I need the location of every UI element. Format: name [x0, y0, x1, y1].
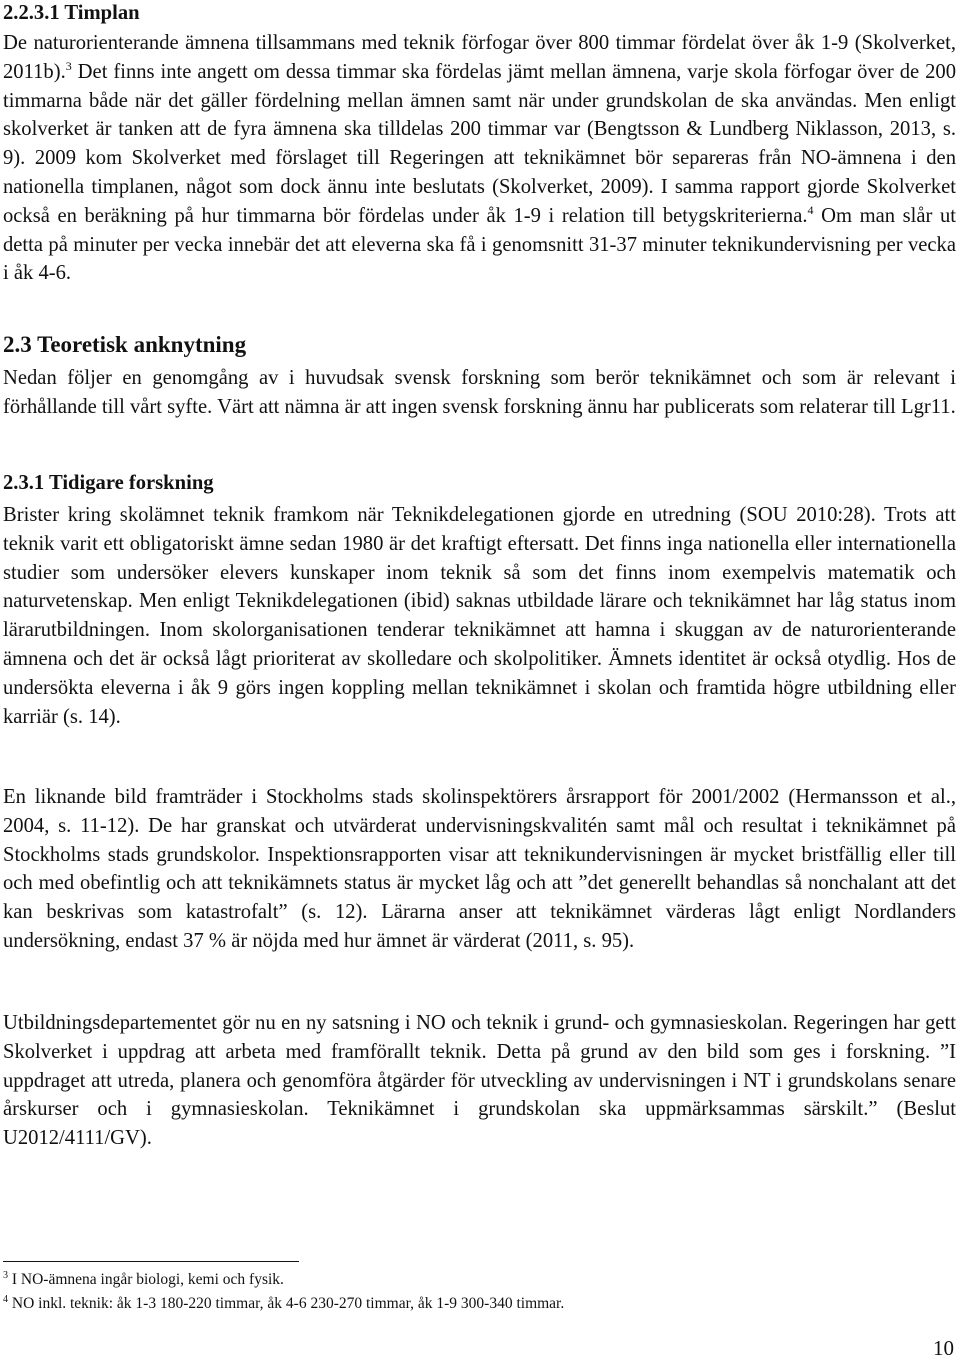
paragraph-text: Om man slår ut detta på minuter per vecka innebär det att eleverna ska få i genomsnitt 31-37 minuter teknikundervisning per vecka i åk 4-6. — [3, 204, 956, 285]
heading-timplan: 2.2.3.1 Timplan — [3, 2, 140, 24]
paragraph-tidigare-3: Utbildningsdepartementet gör nu en ny satsning i NO och teknik i grund- och gymnasieskolan. Regeringen har gett Skolverket i uppdrag att arbeta med framförallt teknik. Detta på grund av den bild som ges i forskning. ”I uppdraget att utreda, planera och genomföra åtgärder för utveckling av undervisningen i NT i grundskolans senare årskurser och i gymnasieskolan. Teknikämnet i grundskolan ska uppmärksammas särskilt.” (Beslut U2012/4111/GV). — [3, 1012, 956, 1150]
heading-tidigare-forskning: 2.3.1 Tidigare forskning — [3, 472, 214, 494]
footnote-4 — [3, 1294, 564, 1314]
footnote-ref-3: 3 — [65, 58, 72, 73]
footnote-ref-4: 4 — [807, 202, 814, 217]
page-number: 10 — [933, 1336, 954, 1360]
footnote-3 — [3, 1270, 284, 1290]
footnote-text: I NO-ämnena ingår biologi, kemi och fysik. — [8, 1271, 284, 1288]
paragraph-text: Det finns inte angett om dessa timmar ska fördelas jämt mellan ämnena, varje skola förfogar över de 200 timmarna både när det gäller fördelning mellan ämnen samt när under grundskolan de ska användas. Men enligt skolverket är tanken att de fyra ämnena ska tilldelas 200 timmar var (Bengtsson & Lundberg Niklasson, 2013, s. 9). 2009 kom Skolverket med förslaget till Regeringen att teknikämnet bör separeras från NO-ämnena i den nationella timplanen, något som dock ännu inte beslutats (Skolverket, 2009). I samma rapport gjorde Skolverket också en beräkning på hur timmarna bör fördelas under åk 1-9 i relation till betygskriterierna. — [3, 60, 956, 227]
paragraph-teoretisk: Nedan följer en genomgång av i huvudsak svensk forskning som berör teknikämnet och som är relevant i förhållande till vårt syfte. Värt att nämna är att ingen svensk forskning ännu har publicerats som relaterar till Lgr11. — [3, 367, 956, 418]
footnote-number: 3 — [3, 1269, 8, 1281]
paragraph-text: De naturorienterande ämnena tillsammans med teknik förfogar över 800 timmar fördelat över åk 1-9 (Skolverket, 2011b). — [3, 32, 956, 83]
paragraph-tidigare-1: Brister kring skolämnet teknik framkom när Teknikdelegationen gjorde en utredning (SOU 2010:28). Trots att teknik varit ett obligatoriskt ämne sedan 1980 är det kraftigt eftersatt. Det finns inga nationella eller internationella studier som undersöker elevers kunskaper inom teknik så som det finns inom exempelvis matematik och naturvetenskap. Men enligt Teknikdelegationen (ibid) saknas utbildade lärare och teknikämnet har låg status inom lärarutbildningen. Inom skolorganisationen tenderar teknikämnet att hamna i skuggan av de naturorienterande ämnena och det är också lågt prioriterat av skolledare och skolpolitiker. Ämnets identitet är också otydlig. Hos de undersökta eleverna i åk 9 görs ingen koppling mellan teknikämnet i skolan och framtida högre utbildning eller karriär (s. 14). — [3, 504, 956, 728]
paragraph-tidigare-2: En liknande bild framträder i Stockholms stads skolinspektörers årsrapport för 2001/2002 (Hermansson et al., 2004, s. 11-12). De har granskat och utvärderat undervisningskvalitén samt mål och resultat i teknikämnet på Stockholms stads grundskolor. Inspektionsrapporten visar att teknikundervisningen är mycket bristfällig eller till och med obefintlig och att teknikämnets status är mycket låg och att ”det generellt behandlas så nonchalant att det kan beskrivas som katastrofalt” (s. 12). Lärarna anser att teknikämnet värderas lågt enligt Nordlanders undersökning, endast 37 % är nöjda med hur ämnet är värderat (2011, s. 95). — [3, 786, 956, 952]
paragraph-timplan — [3, 29, 956, 288]
footnote-divider — [3, 1261, 299, 1262]
heading-teoretisk-anknytning: 2.3 Teoretisk anknytning — [3, 332, 247, 357]
footnote-number: 4 — [3, 1293, 8, 1305]
footnote-text: NO inkl. teknik: åk 1-3 180-220 timmar, åk 4-6 230-270 timmar, åk 1-9 300-340 timmar. — [8, 1295, 565, 1312]
